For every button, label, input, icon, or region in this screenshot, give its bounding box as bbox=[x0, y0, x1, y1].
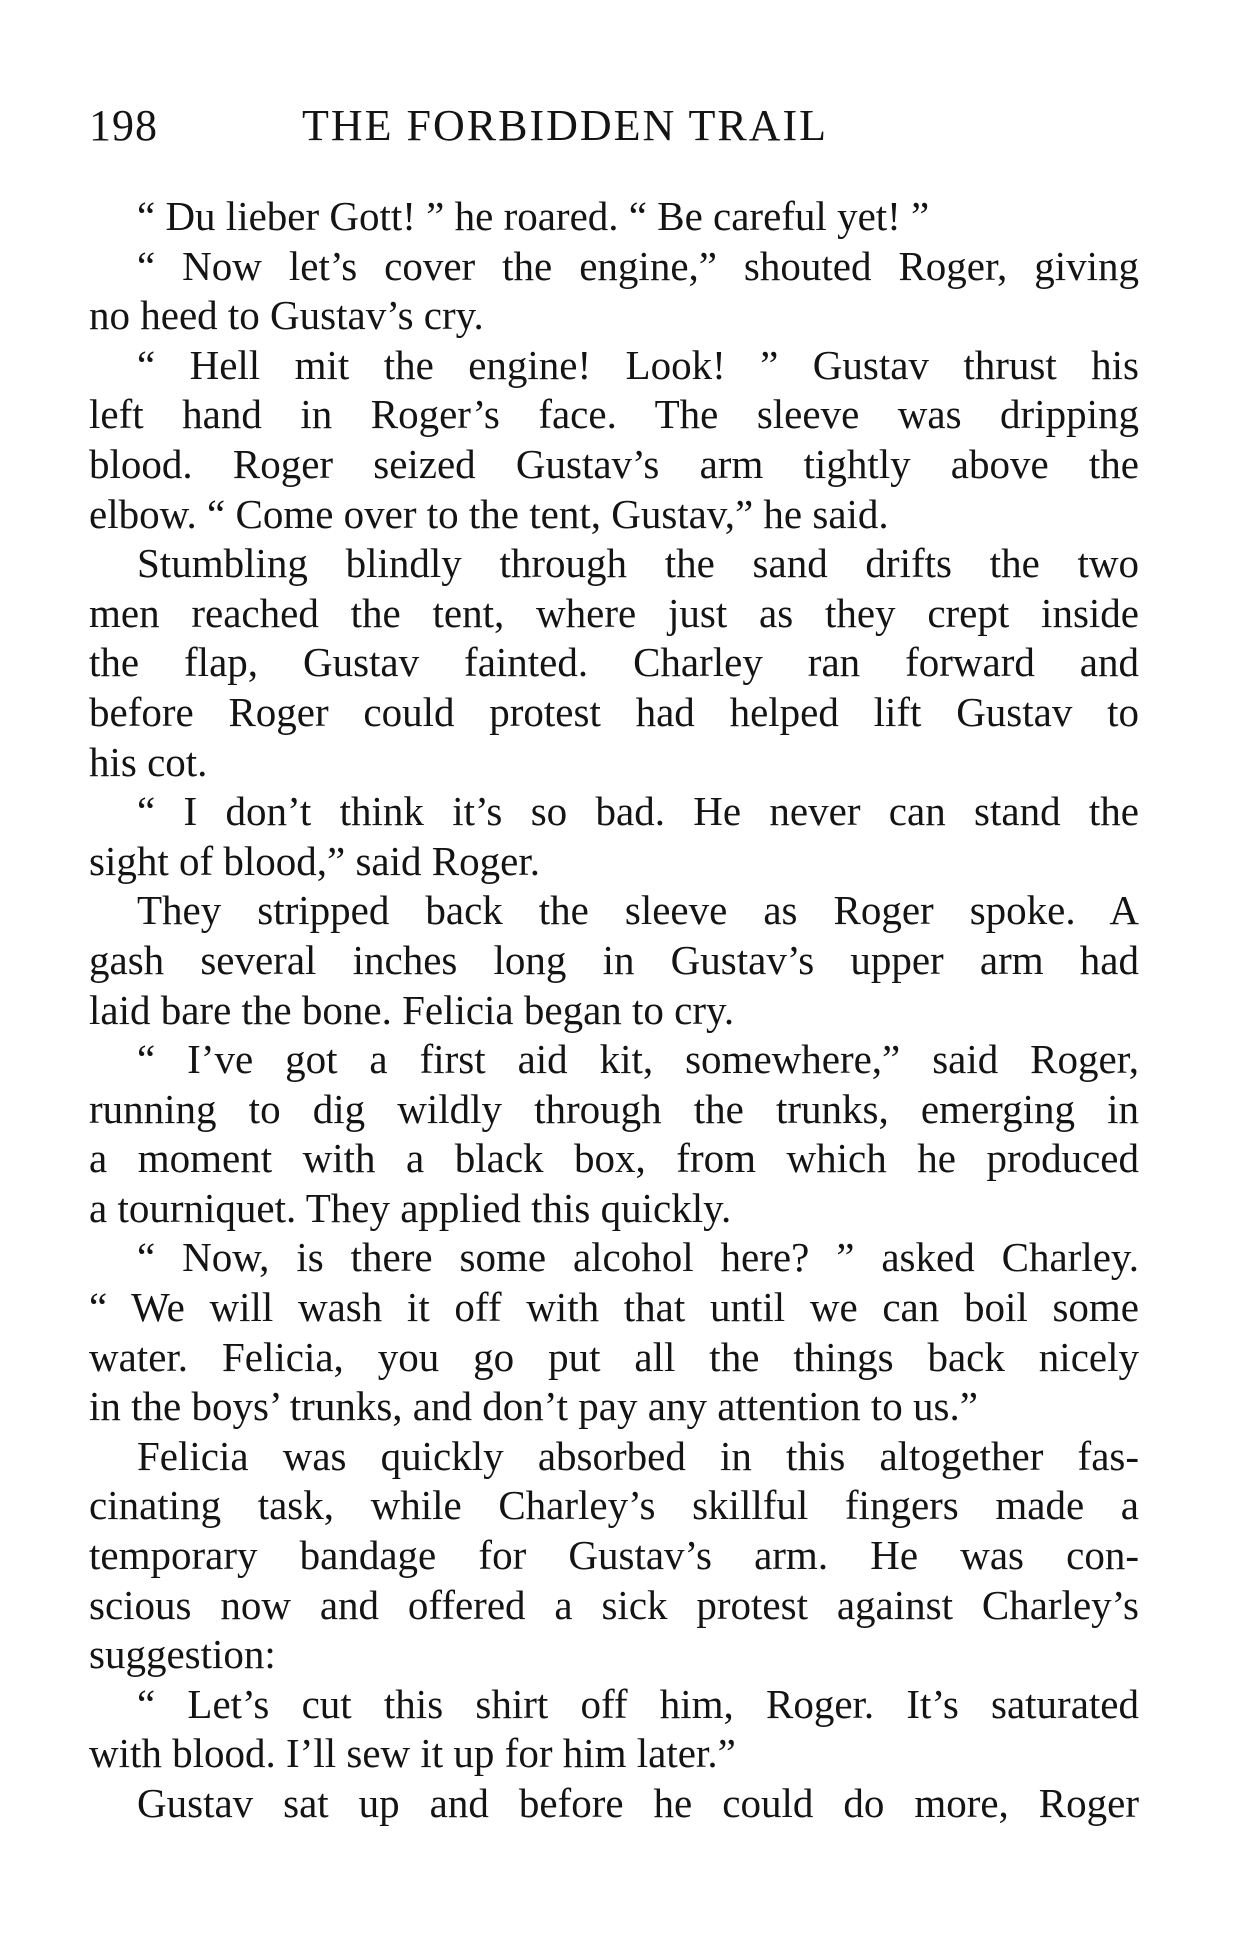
running-title: THE FORBIDDEN TRAIL bbox=[302, 101, 829, 150]
page-number: 198 bbox=[89, 101, 158, 150]
text-line: before Roger could protest had helped lift Gustav to bbox=[89, 688, 1139, 735]
running-head bbox=[89, 96, 1139, 156]
text-line: Felicia was quickly absorbed in this altogether fas- bbox=[137, 1432, 1139, 1479]
text-line: “ Now, is there some alcohol here? ” asked Charley. bbox=[137, 1234, 1139, 1281]
text-line: his cot. bbox=[89, 738, 208, 785]
text-line: Stumbling blindly through the sand drifts the two bbox=[137, 540, 1139, 587]
body-text bbox=[89, 192, 1139, 1829]
text-line: a moment with a black box, from which he produced bbox=[89, 1135, 1139, 1182]
text-line: Gustav sat up and before he could do more, Roger bbox=[137, 1780, 1139, 1826]
text-line: blood. Roger seized Gustav’s arm tightly above the bbox=[89, 440, 1139, 487]
text-line: “ Let’s cut this shirt off him, Roger. It’s saturated bbox=[137, 1680, 1139, 1727]
text-line: “ Du lieber Gott! ” he roared. “ Be careful yet! ” bbox=[137, 193, 930, 239]
text-line: scious now and offered a sick protest against Charley’s bbox=[89, 1581, 1139, 1628]
text-line: gash several inches long in Gustav’s upper arm had bbox=[89, 936, 1139, 983]
text-line: a tourniquet. They applied this quickly. bbox=[89, 1184, 732, 1231]
text-line: sight of blood,” said Roger. bbox=[89, 837, 540, 884]
text-line: temporary bandage for Gustav’s arm. He was con- bbox=[89, 1532, 1139, 1579]
text-line: running to dig wildly through the trunks, emerging in bbox=[89, 1085, 1139, 1132]
text-line: cinating task, while Charley’s skillful fingers made a bbox=[89, 1482, 1139, 1529]
text-line: no heed to Gustav’s cry. bbox=[89, 292, 484, 339]
text-line: the flap, Gustav fainted. Charley ran forward and bbox=[89, 639, 1139, 686]
text-line: men reached the tent, where just as they crept inside bbox=[89, 589, 1139, 636]
text-line: suggestion: bbox=[89, 1631, 276, 1678]
text-line: “ Hell mit the engine! Look! ” Gustav thrust his bbox=[137, 341, 1139, 388]
text-line: water. Felicia, you go put all the things back nicely bbox=[89, 1333, 1139, 1380]
text-line: elbow. “ Come over to the tent, Gustav,” he said. bbox=[89, 490, 889, 537]
text-line: They stripped back the sleeve as Roger spoke. A bbox=[137, 887, 1139, 934]
text-line: left hand in Roger’s face. The sleeve was dripping bbox=[89, 391, 1139, 438]
text-line: “ Now let’s cover the engine,” shouted Roger, giving bbox=[137, 242, 1139, 289]
text-line: “ We will wash it off with that until we can boil some bbox=[89, 1284, 1139, 1331]
text-line: with blood. I’ll sew it up for him later.” bbox=[89, 1730, 736, 1777]
text-line: “ I don’t think it’s so bad. He never can stand the bbox=[137, 788, 1139, 835]
text-line: in the boys’ trunks, and don’t pay any attention to us.” bbox=[89, 1383, 978, 1430]
text-line: “ I’ve got a first aid kit, somewhere,” said Roger, bbox=[137, 1036, 1139, 1083]
text-line: laid bare the bone. Felicia began to cry. bbox=[89, 986, 735, 1033]
